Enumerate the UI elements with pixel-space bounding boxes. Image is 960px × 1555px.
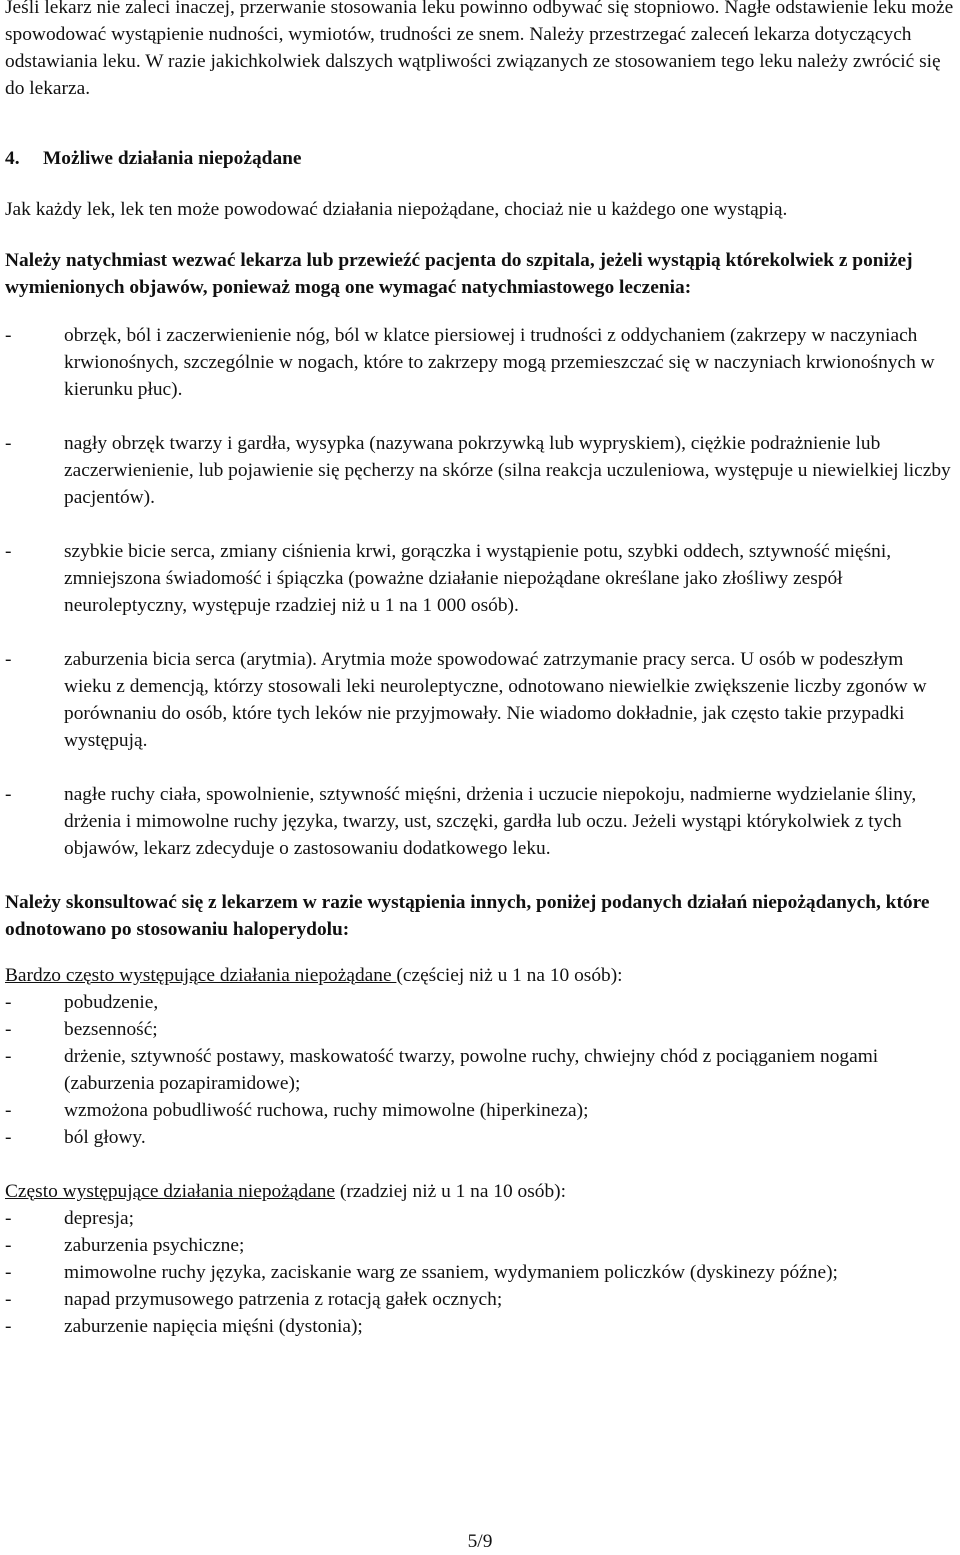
dash-marker: -: [5, 325, 12, 346]
dash-marker: -: [5, 649, 12, 670]
list-item-text: drżenie, sztywność postawy, maskowatość twarzy, powolne ruchy, chwiejny chód z pociąganiem nogami (zaburzenia pozapiramidowe);: [64, 1046, 879, 1094]
page-number: 5/9: [467, 1531, 493, 1552]
dash-marker: -: [5, 1208, 12, 1229]
list-item-text: nagły obrzęk twarzy i gardła, wysypka (nazywana pokrzywką lub wypryskiem), ciężkie podrażnienie lub zaczerwienienie, lub pojawienie się pęcherzy na skórze (silna reakcja uczuleniowa, występuje u niewielkiej liczby pacjentów).: [64, 433, 951, 508]
section-heading: [5, 145, 955, 172]
list-item: [5, 1313, 955, 1340]
intro-paragraph: Jeśli lekarz nie zaleci inaczej, przerwanie stosowania leku powinno odbywać się stopniowo. Nagłe odstawienie leku może spowodować wystąpienie nudności, wymiotów, trudności ze snem. Należy przestrzegać zaleceń lekarza dotyczących odstawiania leku. W razie jakichkolwiek dalszych wątpliwości związanych ze stosowaniem tego leku należy zwrócić się do lekarza.: [5, 0, 954, 99]
list-item: [5, 1259, 955, 1286]
dash-marker: -: [5, 433, 12, 454]
list-item-text: nagłe ruchy ciała, spowolnienie, sztywność mięśni, drżenia i uczucie niepokoju, nadmierne wydzielanie śliny, drżenia i mimowolne ruchy języka, twarzy, ust, szczęki, gardła lub oczu. Jeżeli wystąpi którykolwiek z tych objawów, lekarz zdecyduje o zastosowaniu dodatkowego leku.: [64, 784, 917, 859]
list-item: [5, 646, 955, 754]
list-item: [5, 538, 955, 619]
dash-marker: -: [5, 992, 12, 1013]
list-item-text: bezsenność;: [64, 1019, 158, 1040]
dash-marker: -: [5, 1235, 12, 1256]
common-title-underlined: Często występujące działania niepożądane: [5, 1181, 336, 1202]
list-item-text: napad przymusowego patrzenia z rotacją gałek ocznych;: [64, 1289, 503, 1310]
very-common-title-underlined: Bardzo często występujące działania niepożądane: [5, 965, 397, 986]
list-item: [5, 1205, 955, 1232]
list-item: [5, 1286, 955, 1313]
list-item: [5, 430, 955, 511]
very-common-list: [5, 989, 955, 1151]
document-page: [5, 0, 955, 1367]
list-item-text: zaburzenia bicia serca (arytmia). Arytmia może spowodować zatrzymanie pracy serca. U osób w podeszłym wieku z demencją, którzy stosowali leki neuroleptyczne, odnotowano niewielkie zwiększenie liczby zgonów w porównaniu do osób, które tych leków nie przyjmowały. Nie wiadomo dokładnie, jak często takie przypadki występują.: [64, 649, 927, 751]
consult-heading: Należy skonsultować się z lekarzem w razie wystąpienia innych, poniżej podanych działań niepożądanych, które odnotowano po stosowaniu haloperydolu:: [5, 892, 930, 940]
dash-marker: -: [5, 1316, 12, 1337]
very-common-title-rest: (częściej niż u 1 na 10 osób):: [396, 965, 623, 986]
list-item-text: zaburzenia psychiczne;: [64, 1235, 245, 1256]
list-item: [5, 1016, 955, 1043]
common-list: [5, 1205, 955, 1340]
urgent-heading: Należy natychmiast wezwać lekarza lub przewieźć pacjenta do szpitala, jeżeli wystąpią którekolwiek z poniżej wymienionych objawów, ponieważ mogą one wymagać natychmiastowego leczenia:: [5, 250, 913, 298]
section-title: Możliwe działania niepożądane: [43, 148, 302, 169]
list-item-text: depresja;: [64, 1208, 134, 1229]
dash-marker: -: [5, 1019, 12, 1040]
list-item-text: zaburzenie napięcia mięśni (dystonia);: [64, 1316, 363, 1337]
list-item: [5, 1232, 955, 1259]
list-item-text: szybkie bicie serca, zmiany ciśnienia krwi, gorączka i wystąpienie potu, szybki oddech, sztywność mięśni, zmniejszona świadomość i śpiączka (poważne działanie niepożądane określane jako złośliwy zespół neuroleptyczny, występuje rzadziej niż u 1 na 1 000 osób).: [64, 541, 892, 616]
list-item-text: pobudzenie,: [64, 992, 159, 1013]
common-title: [5, 1178, 955, 1205]
list-item: [5, 989, 955, 1016]
section-number: 4.: [5, 148, 20, 169]
list-item-text: obrzęk, ból i zaczerwienienie nóg, ból w klatce piersiowej i trudności z oddychaniem (zakrzepy w naczyniach krwionośnych, szczególnie w nogach, które to zakrzepy mogą przemieszczać się w naczyniach krwionośnych w kierunku płuc).: [64, 325, 935, 400]
dash-marker: -: [5, 541, 12, 562]
urgent-list: [5, 322, 955, 862]
list-item: [5, 781, 955, 862]
list-item-text: ból głowy.: [64, 1127, 146, 1148]
list-item-text: mimowolne ruchy języka, zaciskanie warg ze ssaniem, wydymaniem policzków (dyskinezy późne);: [64, 1262, 838, 1283]
dash-marker: -: [5, 1289, 12, 1310]
dash-marker: -: [5, 1262, 12, 1283]
common-title-rest: (rzadziej niż u 1 na 10 osób):: [335, 1181, 567, 1202]
dash-marker: -: [5, 784, 12, 805]
list-item: [5, 1043, 955, 1097]
dash-marker: -: [5, 1127, 12, 1148]
list-item-text: wzmożona pobudliwość ruchowa, ruchy mimowolne (hiperkineza);: [64, 1100, 589, 1121]
very-common-title: [5, 962, 955, 989]
dash-marker: -: [5, 1100, 12, 1121]
list-item: [5, 1097, 955, 1124]
dash-marker: -: [5, 1046, 12, 1067]
list-item: [5, 322, 955, 403]
general-note: Jak każdy lek, lek ten może powodować działania niepożądane, chociaż nie u każdego one wystąpią.: [5, 199, 788, 220]
list-item: [5, 1124, 955, 1151]
